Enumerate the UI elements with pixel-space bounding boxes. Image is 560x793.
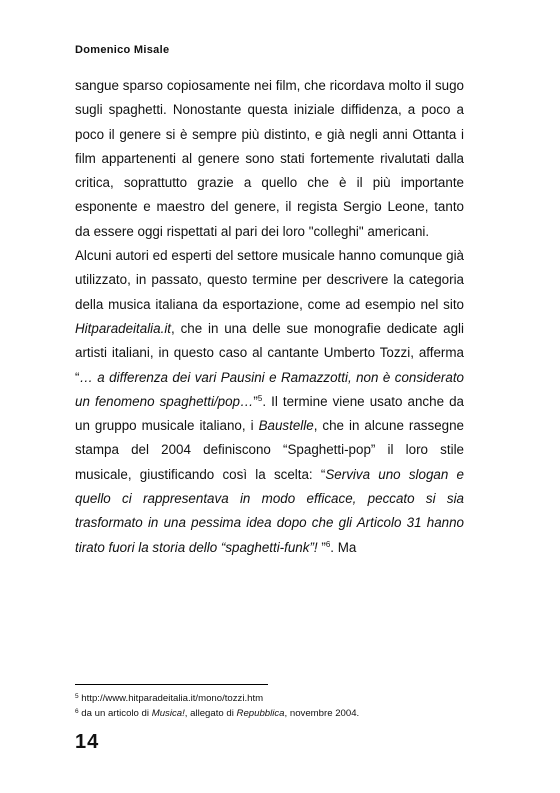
footnote-ref-6[interactable]: 6 xyxy=(325,539,331,549)
paragraph-2-text: ” xyxy=(253,393,258,409)
footnote-divider xyxy=(75,684,268,685)
baustelle-quote: Serviva uno slogan e quello ci rappresentava in modo efficace, peccato si sia trasformato in una pessima idea dopo che gli Articolo 31 hanno tirato fuori la storia dello “spaghetti-funk”! xyxy=(75,466,464,555)
footnotes xyxy=(75,690,475,720)
running-header-author: Domenico Misale xyxy=(75,44,170,56)
paragraph-2-text: Alcuni autori ed esperti del settore musicale hanno comunque già utilizzato, in passato, questo termine per descrivere la categoria della musica italiana da esportazione, come ad esempio nel sito xyxy=(75,248,464,312)
footnote-6 xyxy=(75,705,475,720)
paragraph-1: sangue sparso copiosamente nei film, che ricordava molto il sugo sugli spaghetti. Nonostante questa iniziale diffidenza, a poco a poco il genere si è sempre più distinto, e già negli anni Ottanta i film appartenenti al genere sono stati fortemente rivalutati dalla critica, soprattutto grazie a quello che è il più importante esponente e maestro del genere, il regista Sergio Leone, tanto da essere oggi rispettati al pari dei loro "colleghi" americani. xyxy=(75,78,464,239)
paragraph-2-text: , che in alcune rassegne stampa del 2004 definiscono “Spaghetti-pop” il loro stile musicale, giustificando così la scelta: “ xyxy=(75,418,464,482)
footnote-text: da un articolo di xyxy=(81,708,152,719)
footnote-text: , allegato di xyxy=(184,708,237,719)
paragraph-2-text: . Il termine viene usato anche da un gruppo musicale italiano, i xyxy=(75,393,464,434)
tozzi-quote: … a differenza dei vari Pausini e Ramazzotti, non è considerato un fenomeno spaghetti/pop… xyxy=(75,369,464,409)
paragraph-2-text: . Ma xyxy=(330,539,357,555)
footnote-number: 5 xyxy=(75,693,79,700)
footnote-text: , novembre 2004. xyxy=(284,708,360,719)
site-name: Hitparadeitalia.it xyxy=(75,320,172,336)
band-name: Baustelle xyxy=(258,418,314,434)
footnote-publication: Musica! xyxy=(151,708,185,719)
body-text xyxy=(75,74,464,560)
footnote-number: 6 xyxy=(75,708,79,715)
footnote-publication: Repubblica xyxy=(236,708,285,719)
footnote-ref-5[interactable]: 5 xyxy=(257,393,263,403)
page-number: 14 xyxy=(75,731,100,753)
footnote-5 xyxy=(75,690,475,705)
paragraph-2-text: , che in una delle sue monografie dedicate agli artisti italiani, in questo caso al cantante Umberto Tozzi, afferma “ xyxy=(75,320,464,385)
footnote-url[interactable]: http://www.hitparadeitalia.it/mono/tozzi.htm xyxy=(81,693,264,704)
paragraph-2 xyxy=(75,244,464,560)
paragraph-2-text: ” xyxy=(321,539,326,555)
